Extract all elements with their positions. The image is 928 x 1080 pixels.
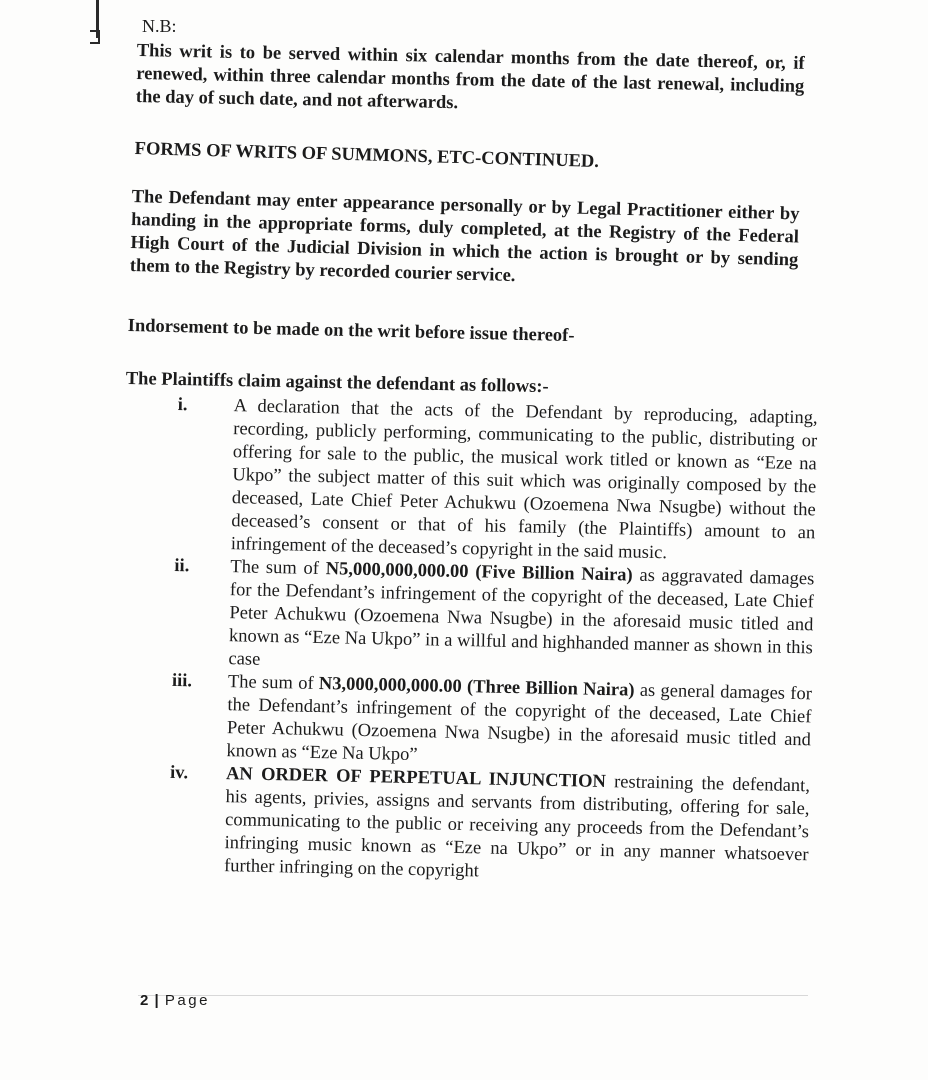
- claim-prefix: The sum of: [227, 672, 320, 695]
- claim-number: ii.: [174, 555, 190, 577]
- claim-number: iii.: [171, 670, 193, 692]
- claim-amount: N3,000,000,000.00 (Three Billion Naira): [318, 674, 635, 701]
- claim-text: [226, 671, 812, 775]
- appearance-paragraph: The Defendant may enter appearance personally or by Legal Practitioner either by handing in the appropriate forms, duly completed, at the Registry of the Federal High Court of the Judicial Division in which the action is brought or by sending them to the Registry by recorded courier service.: [129, 186, 800, 287]
- page-number: 2: [140, 992, 150, 1009]
- nb-text: This writ is to be served within six calendar months from the date thereof, or, if renewed, within three calendar months from the date of the last renewal, including the day of such date, and not afterwards.: [135, 40, 805, 114]
- claim-prefix: The sum of: [230, 557, 326, 580]
- claim-item: [172, 555, 814, 683]
- claim-item: [175, 394, 818, 568]
- claim-item: [168, 762, 810, 890]
- page-footer: [140, 992, 210, 1009]
- claims-list: [168, 394, 818, 890]
- claim-number: i.: [177, 394, 188, 416]
- claim-body: as aggravated damages for the Defendant’s infringement of the copyright of the deceased, Late Chief Peter Achukwu (Ozoemena Nwa Nsugbe) in the aforesaid music titled and known as “Eze Na Ukpo” in a willful and highhanded manner as shown in this case: [228, 565, 815, 670]
- claim-order-title: AN ORDER OF PERPETUAL INJUNCTION: [225, 764, 607, 793]
- claim-body: restraining the defendant, his agents, privies, assigns and servants from distributing, offering for sale, communicating to the public or receiving any proceeds from the Defendant’s infringing music known as “Eze na Ukpo” or in any manner whatsoever further infringing on the copyright: [223, 772, 811, 882]
- indorsement-line: Indorsement to be made on the writ before issue thereof-: [127, 315, 575, 347]
- nb-label: N.B:: [142, 16, 177, 36]
- claim-intro: The Plaintiffs claim against the defendant as follows:-: [125, 368, 549, 398]
- page-label: Page: [164, 992, 210, 1009]
- claim-text: [228, 556, 814, 683]
- scan-artifact-bracket: [90, 30, 100, 44]
- claim-amount: N5,000,000,000.00 (Five Billion Naira): [325, 559, 633, 586]
- claim-body: A declaration that the acts of the Defendant by reproducing, adapting, recording, publicly performing, communicating to the public, distributing or offering for sale to the public, the musical work titled or known as “Eze na Ukpo” the subject matter of this suit which was originally composed by the deceased, Late Chief Peter Achukwu (Ozoemena Nwa Nsugbe) without the deceased’s consent or that of his family (the Plaintiffs) amount to an infringement of the deceased’s copyright in the said music.: [230, 396, 818, 564]
- page-separator: |: [154, 992, 160, 1009]
- footer-rule: [138, 995, 808, 996]
- claim-body: as general damages for the Defendant’s infringement of the copyright of the deceased, Late Chief Peter Achukwu (Ozoemena Nwa Nsugbe) in the aforesaid music titled and known as “Eze Na Ukpo”: [226, 680, 813, 766]
- claim-text: [231, 395, 818, 568]
- forms-heading: FORMS OF WRITS OF SUMMONS, ETC-CONTINUED.: [134, 138, 600, 172]
- claim-number: iv.: [169, 762, 189, 784]
- claim-item: [170, 670, 812, 775]
- claim-text: [224, 763, 810, 890]
